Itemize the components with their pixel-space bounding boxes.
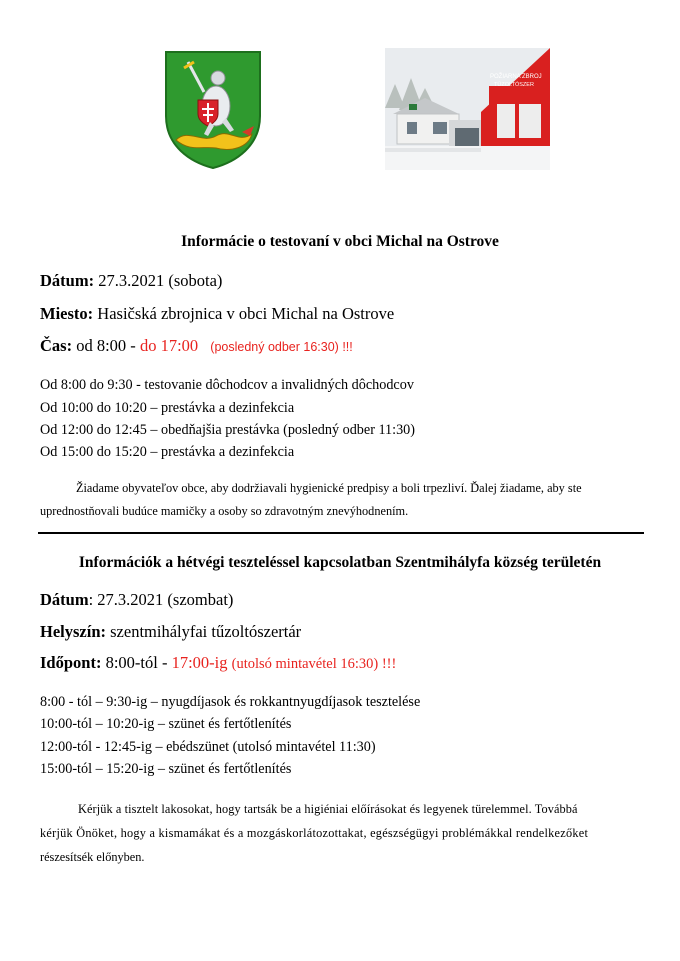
fire-station-photo: [385, 48, 550, 170]
hungarian-time-value: 8:00-tól -: [101, 653, 172, 672]
hungarian-schedule-row: 12:00-tól - 12:45-ig – ebédszünet (utolsó mintavétel 11:30): [40, 739, 376, 755]
slovak-note-line: uprednostňovali budúce mamičky a osoby so zdravotným znevýhodnením.: [40, 504, 409, 518]
slovak-title: Informácie o testovaní v obci Michal na Ostrove: [181, 233, 499, 250]
hungarian-place-value: szentmihályfai tűzoltószertár: [106, 622, 302, 641]
hungarian-time-end: 17:00-ig: [171, 653, 228, 672]
hungarian-date: [40, 590, 233, 610]
hungarian-schedule-row: 15:00-tól – 15:20-ig – szünet és fertőtlenítés: [40, 761, 292, 777]
slovak-schedule-row: Od 8:00 do 9:30 - testovanie dôchodcov a invalidných dôchodcov: [40, 377, 414, 393]
slovak-date: [40, 271, 222, 291]
slovak-time-end: do 17:00: [139, 336, 199, 355]
hungarian-place-label: Helyszín:: [40, 622, 106, 641]
slovak-date-value: 27.3.2021 (sobota): [94, 271, 223, 290]
section-divider: [38, 532, 644, 534]
photo-sign-line-1: POŽIARNA ZBROJ: [490, 74, 542, 80]
photo-sign-line-2: TŰZOLTÓSZER: [494, 82, 534, 88]
hungarian-note-line: kérjük Önöket, hogy a kismamákat és a mozgáskorlátozottakat, egészségügyi problémákkal rendelkezőket: [40, 826, 589, 840]
slovak-place: [40, 304, 394, 324]
slovak-schedule-row: Od 10:00 do 10:20 – prestávka a dezinfekcia: [40, 400, 295, 416]
slovak-time-note: (posledný odber 16:30) !!!: [210, 340, 353, 354]
hungarian-time: [40, 653, 396, 673]
hungarian-place: [40, 622, 301, 642]
hungarian-title: Információk a hétvégi teszteléssel kapcsolatban Szentmihályfa község területén: [78, 554, 602, 571]
hungarian-date-label: Dátum: [40, 590, 89, 609]
slovak-schedule-row: Od 12:00 do 12:45 – obedňajšia prestávka (posledný odber 11:30): [40, 422, 415, 438]
coat-of-arms-icon: [160, 48, 266, 170]
slovak-time: [40, 336, 353, 356]
hungarian-schedule-row: 8:00 - tól – 9:30-ig – nyugdíjasok és rokkantnyugdíjasok tesztelése: [40, 694, 421, 710]
hungarian-time-label: Időpont:: [40, 653, 102, 672]
slovak-place-label: Miesto:: [40, 304, 94, 323]
slovak-time-value: od 8:00 -: [72, 336, 140, 355]
hungarian-date-value: : 27.3.2021 (szombat): [88, 590, 234, 609]
slovak-date-label: Dátum:: [40, 271, 95, 290]
hungarian-note-line: részesítsék előnyben.: [40, 850, 145, 864]
hungarian-note-line: Kérjük a tisztelt lakosokat, hogy tartsák be a higiéniai előírásokat és legyenek türelemmel. Továbbá: [78, 802, 578, 816]
slovak-place-value: Hasičská zbrojnica v obci Michal na Ostrove: [93, 304, 395, 323]
hungarian-schedule-row: 10:00-tól – 10:20-ig – szünet és fertőtlenítés: [40, 716, 292, 732]
slovak-schedule-row: Od 15:00 do 15:20 – prestávka a dezinfekcia: [40, 444, 295, 460]
slovak-note-line: Žiadame obyvateľov obce, aby dodržiavali hygienické predpisy a boli trpezliví. Ďalej žiadame, aby ste: [76, 481, 582, 495]
slovak-time-label: Čas:: [40, 336, 73, 355]
hungarian-time-note: (utolsó mintavétel 16:30) !!!: [231, 656, 397, 672]
